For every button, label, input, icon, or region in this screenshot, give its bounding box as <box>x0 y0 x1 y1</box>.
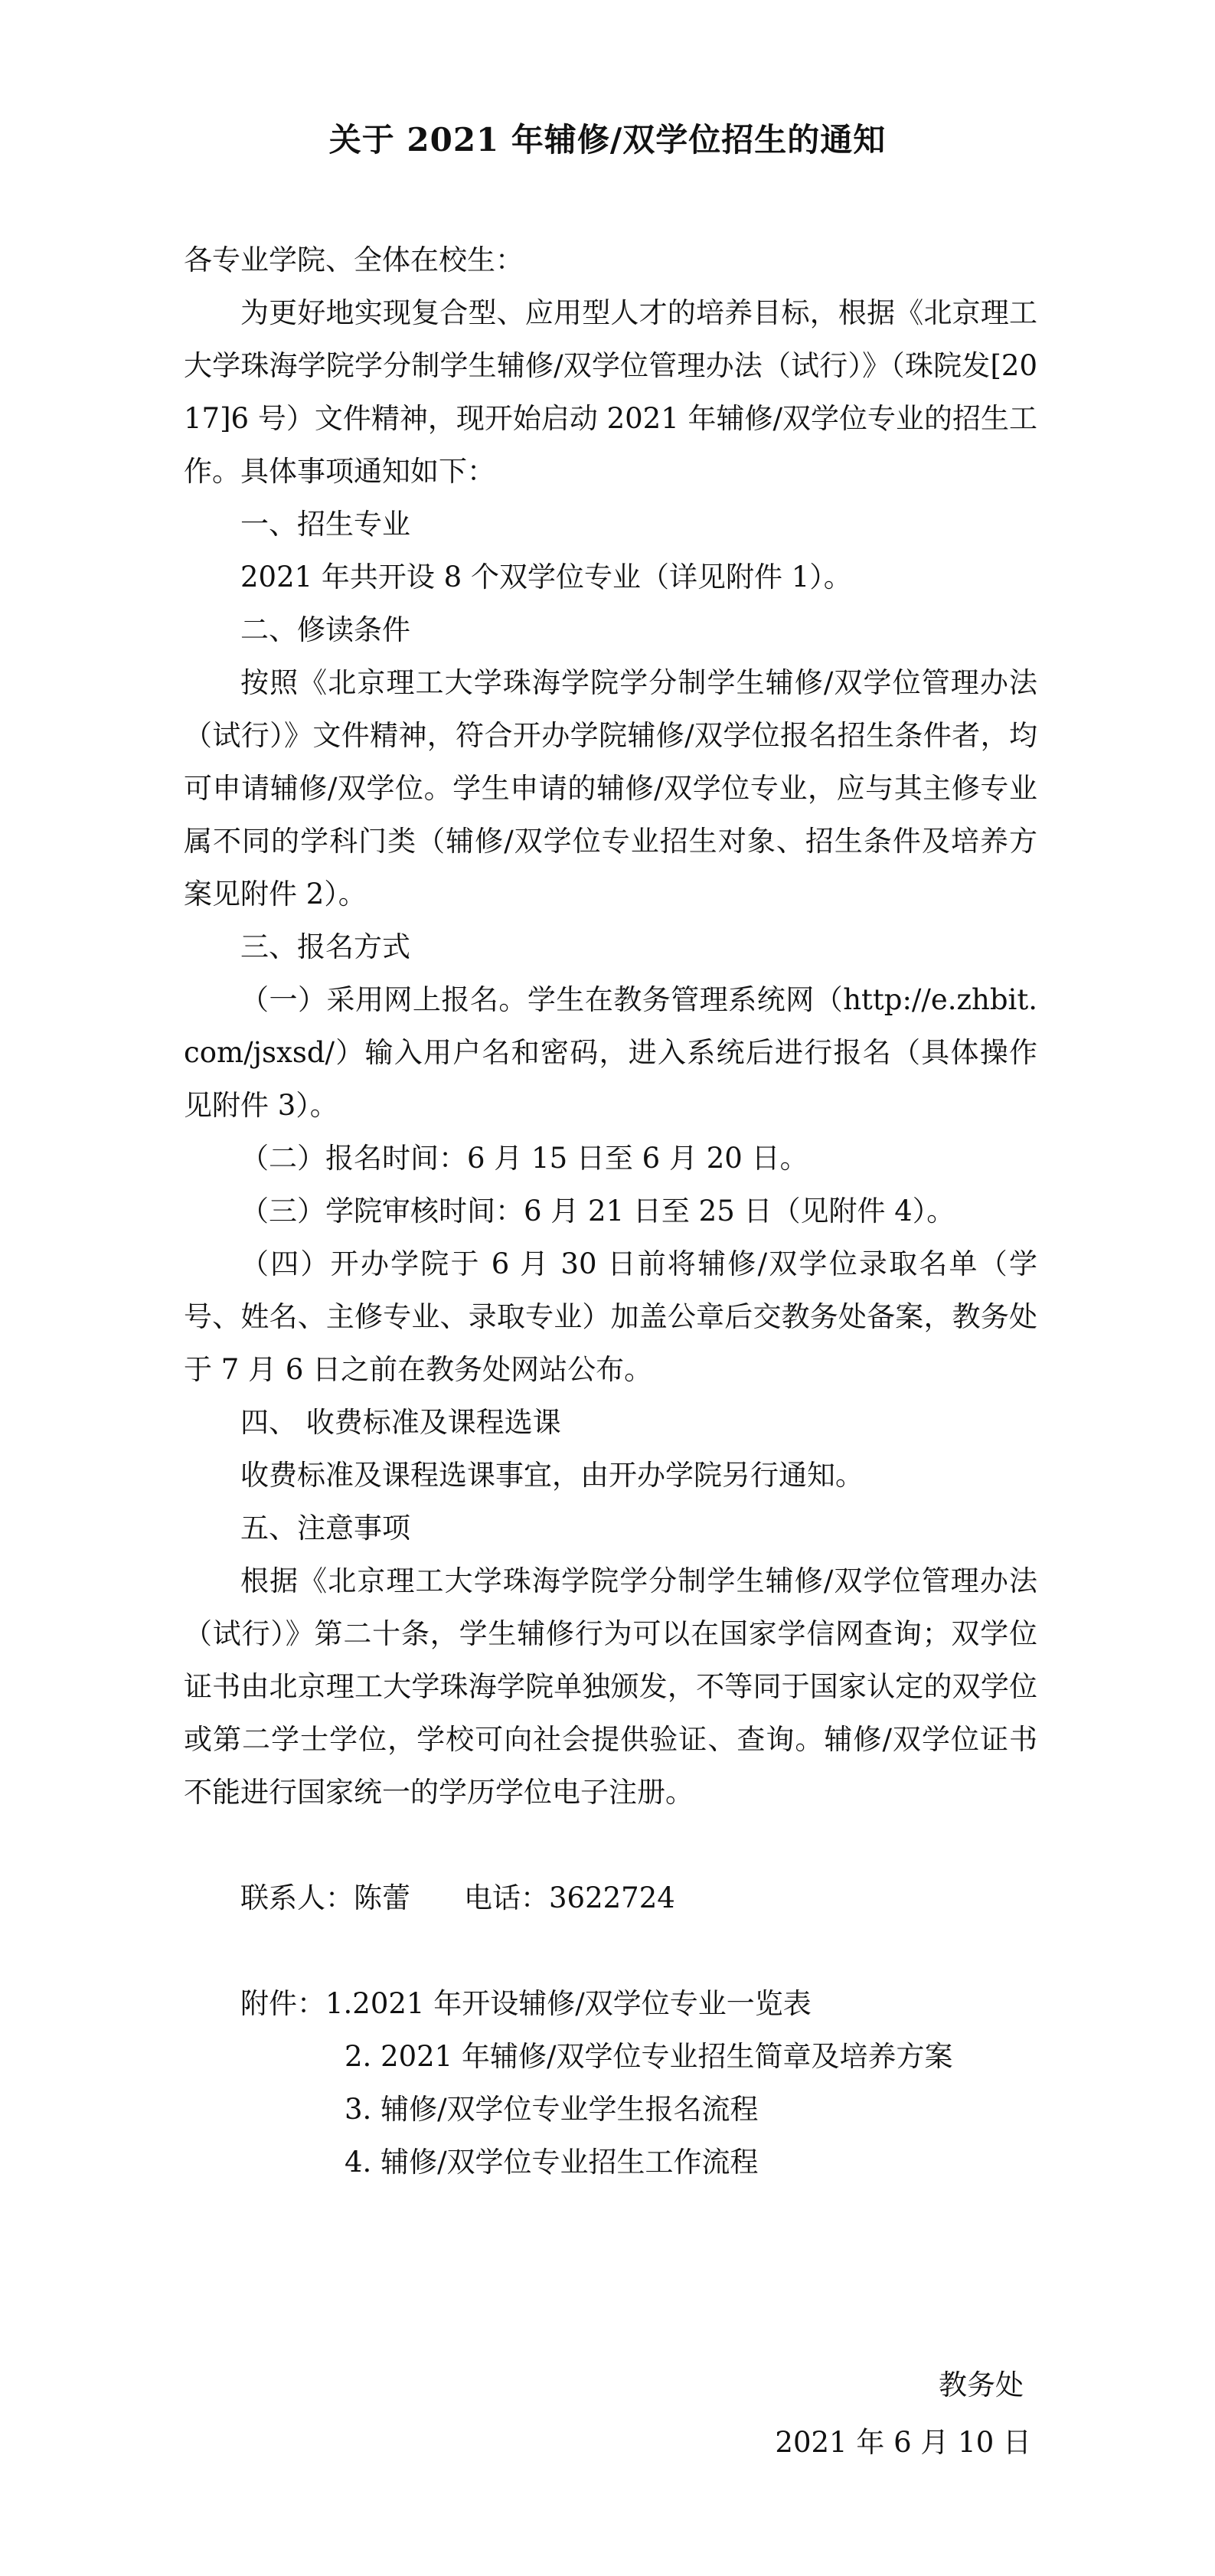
salutation: 各专业学院、全体在校生： <box>184 244 524 276</box>
section-3-item-3: （三）学院审核时间：6 月 21 日至 25 日（见附件 4）。 <box>240 1195 955 1228</box>
document-body <box>184 234 1037 2189</box>
attachment-item: 3. 辅修/双学位专业学生报名流程 <box>345 2093 759 2126</box>
section-3-item-4: （四）开办学院于 6 月 30 日前将辅修/双学位录取名单（学号、姓名、主修专业、录取专业）加盖公章后交教务处备案，教务处于 7 月 6 日之前在教务处网站公布。 <box>184 1247 1037 1386</box>
section-2-heading: 二、修读条件 <box>240 613 410 646</box>
attachment-item: 2. 2021 年辅修/双学位专业招生简章及培养方案 <box>345 2040 953 2073</box>
section-4-heading: 四、 收费标准及课程选课 <box>240 1406 561 1439</box>
intro-paragraph: 为更好地实现复合型、应用型人才的培养目标，根据《北京理工大学珠海学院学分制学生辅修/双学位管理办法（试行）》（珠院发[2017]6 号）文件精神，现开始启动 2021 年辅修/双学位专业的招生工作。具体事项通知如下： <box>184 296 1037 488</box>
section-3-heading: 三、报名方式 <box>240 930 410 963</box>
section-2-body: 按照《北京理工大学珠海学院学分制学生辅修/双学位管理办法（试行）》文件精神，符合开办学院辅修/双学位报名招生条件者，均可申请辅修/双学位。学生申请的辅修/双学位专业，应与其主修专业属不同的学科门类（辅修/双学位专业招生对象、招生条件及培养方案见附件 2）。 <box>184 666 1037 910</box>
spacer <box>184 1924 1037 1977</box>
section-5-heading: 五、注意事项 <box>240 1512 410 1545</box>
contact-line <box>184 1872 1037 1924</box>
contact-person: 联系人：陈蕾 <box>240 1881 410 1914</box>
attachment-line-1 <box>184 1977 1037 2030</box>
spacer <box>184 1819 1037 1872</box>
contact-phone: 电话：3622724 <box>464 1881 675 1914</box>
section-3-item-2: （二）报名时间：6 月 15 日至 6 月 20 日。 <box>240 1142 808 1175</box>
attachment-item: 1.2021 年开设辅修/双学位专业一览表 <box>325 1987 812 2020</box>
section-1-body: 2021 年共开设 8 个双学位专业（详见附件 1）。 <box>240 561 852 593</box>
section-4-body: 收费标准及课程选课事宜，由开办学院另行通知。 <box>240 1459 864 1492</box>
attachments-label: 附件： <box>240 1987 325 2020</box>
section-5-body: 根据《北京理工大学珠海学院学分制学生辅修/双学位管理办法（试行）》第二十条，学生辅修行为可以在国家学信网查询；双学位证书由北京理工大学珠海学院单独颁发，不等同于国家认定的双学位或第二学士学位，学校可向社会提供验证、查询。辅修/双学位证书不能进行国家统一的学历学位电子注册。 <box>184 1564 1037 1809</box>
section-3-item-1: （一）采用网上报名。学生在教务管理系统网（http://e.zhbit.com/jsxsd/）输入用户名和密码，进入系统后进行报名（具体操作见附件 3）。 <box>184 983 1037 1122</box>
signature-date: 2021 年 6 月 10 日 <box>775 2426 1031 2459</box>
section-1-heading: 一、招生专业 <box>240 508 410 541</box>
attachment-item: 4. 辅修/双学位专业招生工作流程 <box>345 2146 759 2179</box>
signature-org: 教务处 <box>939 2368 1024 2401</box>
document-title: 关于 2021 年辅修/双学位招生的通知 <box>328 121 887 159</box>
